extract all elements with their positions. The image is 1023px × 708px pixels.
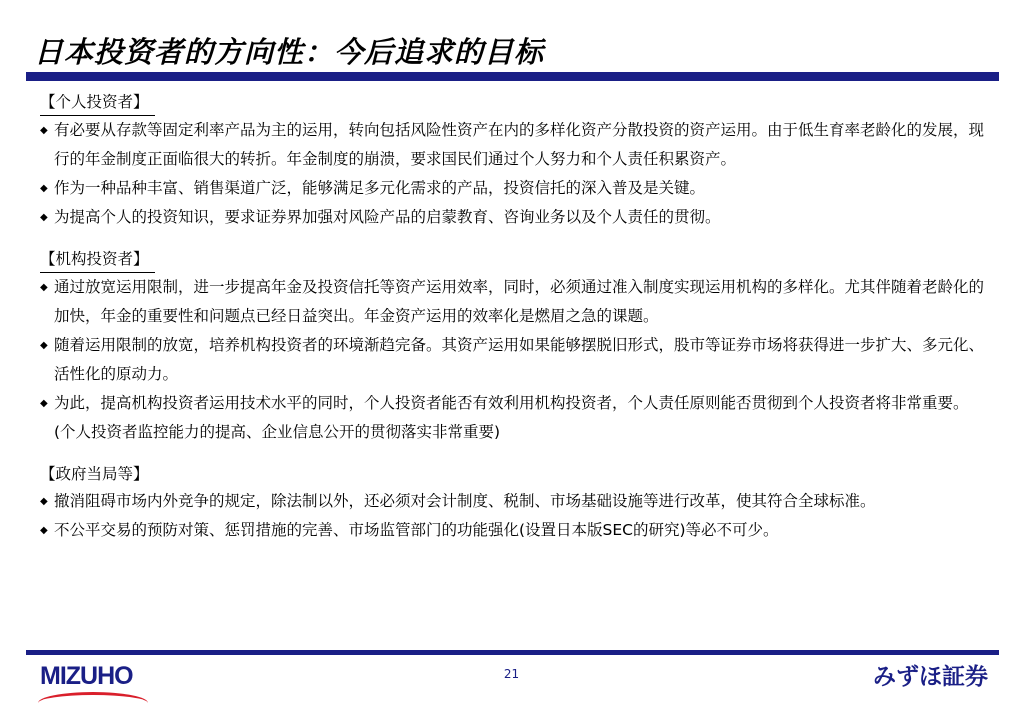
section-heading: 【个人投资者】 [40, 89, 155, 116]
footer-divider [26, 650, 999, 655]
bullet-text: 撤消阻碍市场内外竞争的规定，除法制以外，还必须对会计制度、税制、市场基础设施等进行改革，使其符合全球标准。 [54, 492, 876, 510]
section-institutional-investors [40, 246, 990, 447]
diamond-bullet-icon: ◆ [40, 340, 48, 351]
bullet-text: 作为一种品种丰富、销售渠道广泛，能够满足多元化需求的产品，投资信托的深入普及是关键。 [54, 179, 706, 197]
bullet-text: 不公平交易的预防对策、惩罚措施的完善、市场监管部门的功能强化(设置日本版SEC的研究)等必不可少。 [54, 521, 779, 539]
diamond-bullet-icon: ◆ [40, 282, 48, 293]
bullet-item [40, 389, 990, 447]
section-heading: 【政府当局等】 [40, 465, 149, 483]
diamond-bullet-icon: ◆ [40, 183, 48, 194]
bullet-item [40, 116, 990, 174]
section-government-authorities [40, 461, 990, 545]
bullet-text: 有必要从存款等固定利率产品为主的运用，转向包括风险性资产在内的多样化资产分散投资的资产运用。由于低生育率老龄化的发展，现行的年金制度正面临很大的转折。年金制度的崩溃，要求国民们通过个人努力和个人责任积累资产。 [54, 121, 985, 168]
mizuho-logo-text: MIZUHO [40, 662, 133, 690]
bullet-text: 为提高个人的投资知识，要求证券界加强对风险产品的启蒙教育、咨询业务以及个人责任的贯彻。 [54, 208, 721, 226]
header-divider [26, 72, 999, 81]
bullet-item [40, 203, 990, 232]
bullet-item [40, 174, 990, 203]
logo-swoosh-icon [38, 692, 148, 703]
bullet-item [40, 516, 990, 545]
bullet-text: 随着运用限制的放宽，培养机构投资者的环境渐趋完备。其资产运用如果能够摆脱旧形式，股市等证券市场将获得进一步扩大、多元化、活性化的原动力。 [54, 336, 985, 383]
bullet-text: 为此，提高机构投资者运用技术水平的同时，个人投资者能否有效利用机构投资者，个人责任原则能否贯彻到个人投资者将非常重要。(个人投资者监控能力的提高、企业信息公开的贯彻落实非常重要) [54, 394, 969, 441]
diamond-bullet-icon: ◆ [40, 125, 48, 136]
page-title: 日本投资者的方向性：今后追求的目标 [34, 35, 545, 69]
bullet-item [40, 273, 990, 331]
bullet-item [40, 487, 990, 516]
content-body [40, 89, 990, 559]
page-number: 21 [503, 667, 520, 681]
diamond-bullet-icon: ◆ [40, 212, 48, 223]
section-heading: 【机构投资者】 [40, 246, 155, 273]
bullet-item [40, 331, 990, 389]
diamond-bullet-icon: ◆ [40, 398, 48, 409]
bullet-text: 通过放宽运用限制，进一步提高年金及投资信托等资产运用效率，同时，必须通过准入制度实现运用机构的多样化。尤其伴随着老龄化的加快，年金的重要性和问题点已经日益突出。年金资产运用的效率化是燃眉之急的课题。 [54, 278, 985, 325]
diamond-bullet-icon: ◆ [40, 525, 48, 536]
section-individual-investors [40, 89, 990, 232]
diamond-bullet-icon: ◆ [40, 496, 48, 507]
mizuho-securities-logo: みずほ証券 [873, 664, 988, 690]
